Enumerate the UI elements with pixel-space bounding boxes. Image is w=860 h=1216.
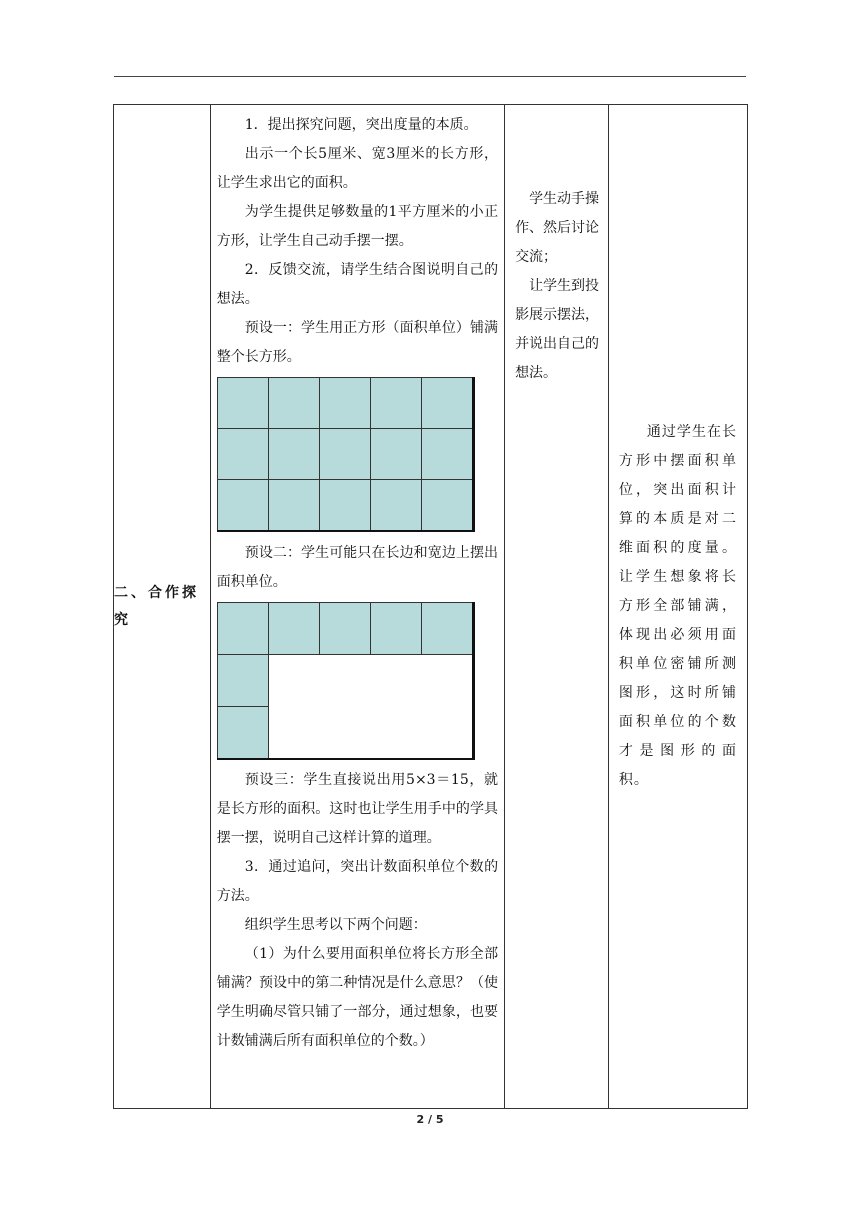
area-unit-square <box>217 479 269 531</box>
process-para-3: 为学生提供足够数量的1平方厘米的小正方形，让学生自己动手摆一摆。 <box>216 204 499 249</box>
area-unit-square <box>421 428 473 480</box>
area-unit-square <box>319 377 371 429</box>
area-unit-square <box>268 428 320 480</box>
process-para-2: 出示一个长5厘米、宽3厘米的长方形，让学生求出它的面积。 <box>216 146 499 191</box>
area-unit-square <box>217 654 269 707</box>
stage-label: 二、合作探究 <box>114 584 199 628</box>
process-para-1: 1．提出探究问题，突出度量的本质。 <box>244 117 478 133</box>
process-para-9: 组织学生思考以下两个问题： <box>244 917 427 933</box>
area-unit-square <box>370 428 422 480</box>
process-para-8: 3．通过追问，突出计数面积单位个数的方法。 <box>216 859 499 904</box>
process-para-4: 2．反馈交流，请学生结合图说明自己的想法。 <box>216 262 499 307</box>
area-unit-square <box>370 479 422 531</box>
page-number: 2 / 5 <box>416 1113 444 1126</box>
process-cell <box>210 105 504 1109</box>
process-para-10: （1）为什么要用面积单位将长方形全部铺满？预设中的第二种情况是什么意思？（使学生明确尽管只铺了一部分，通过想象，也要计数铺满后所有面积单位的个数。） <box>216 946 499 1049</box>
figure-right-edge <box>472 602 475 758</box>
design-intent-text: 通过学生在长方形中摆面积单位，突出面积计算的本质是对二维面积的度量。让学生想象将长方形全部铺满，体现出必须用面积单位密铺所测图形，这时所铺面积单位的个数才是图形的面积。 <box>618 424 737 788</box>
full-tiling-figure <box>217 377 479 533</box>
process-para-6: 预设二：学生可能只在长边和宽边上摆出面积单位。 <box>216 545 499 590</box>
figure-bottom-edge <box>217 758 475 760</box>
area-unit-square <box>319 428 371 480</box>
area-unit-square <box>319 602 371 655</box>
area-unit-square <box>217 428 269 480</box>
header-rule <box>114 76 746 77</box>
design-intent-cell <box>608 105 747 1109</box>
area-unit-square <box>268 479 320 531</box>
lesson-table <box>113 104 748 1109</box>
area-unit-square <box>370 377 422 429</box>
area-unit-square <box>421 377 473 429</box>
process-para-5: 预设一：学生用正方形（面积单位）铺满整个长方形。 <box>216 320 499 365</box>
area-unit-square <box>217 377 269 429</box>
area-unit-square <box>268 602 320 655</box>
area-unit-square <box>217 602 269 655</box>
area-unit-square <box>370 602 422 655</box>
area-unit-square <box>421 479 473 531</box>
area-unit-square <box>268 377 320 429</box>
process-para-7: 预设三：学生直接说出用5×3＝15，就是长方形的面积。这时也让学生用手中的学具摆一摆，说明自己这样计算的道理。 <box>216 772 499 846</box>
figure-right-edge <box>472 377 475 530</box>
student-para-2: 让学生到投影展示摆法，并说出自己的想法。 <box>515 278 600 381</box>
student-activity-cell <box>505 105 609 1109</box>
student-para-1: 学生动手操作、然后讨论交流； <box>515 191 600 265</box>
stage-cell <box>114 105 211 1109</box>
area-unit-square <box>217 706 269 759</box>
edge-tiling-figure <box>217 602 479 760</box>
figure-bottom-edge <box>217 530 475 532</box>
area-unit-square <box>319 479 371 531</box>
area-unit-square <box>421 602 473 655</box>
